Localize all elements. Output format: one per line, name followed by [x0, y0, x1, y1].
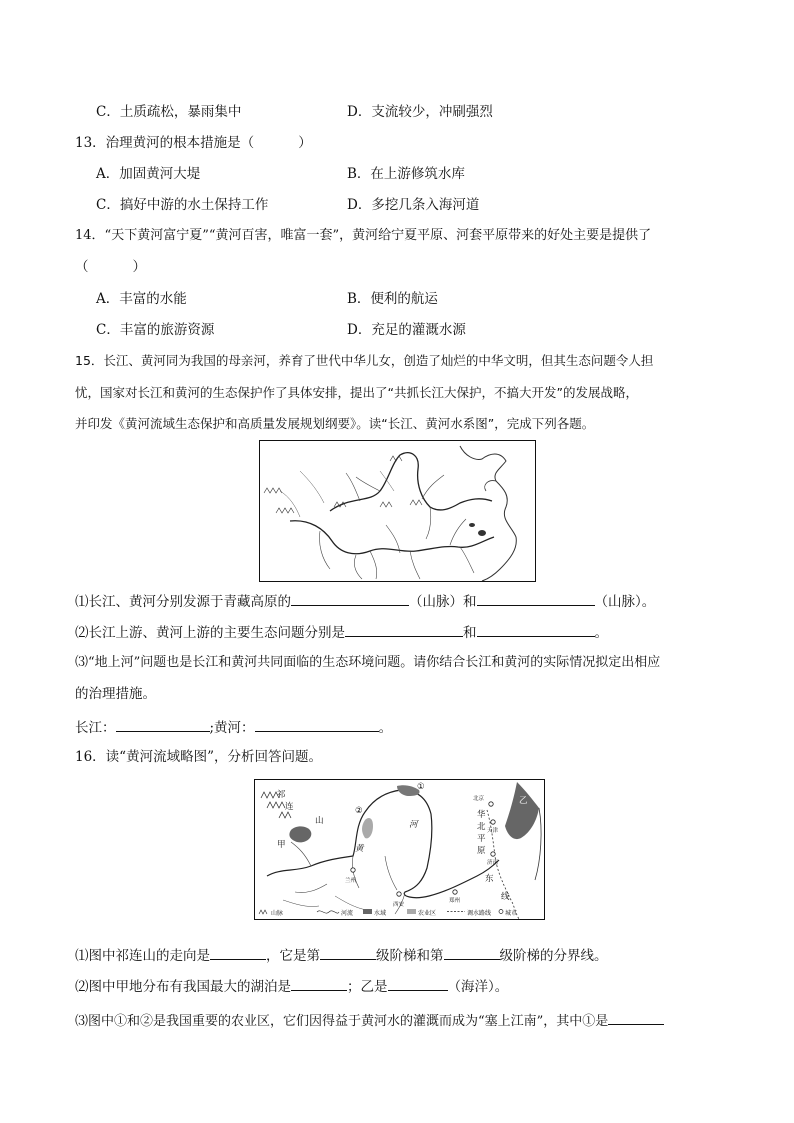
map-label-xian: 西安 [393, 902, 405, 908]
q16-sub2-text-a: ⑵图中甲地分布有我国最大的湖泊是 [75, 979, 291, 995]
map-label-dong: 东 [485, 874, 494, 884]
q15-sub2-blank-1[interactable] [345, 621, 463, 637]
q15-sub3-line1: ⑶“地上河”问题也是长江和黄河共同面临的生态环境问题。请你结合长江和黄河的实际情况拟定出相应 [75, 655, 661, 670]
q16-sub1-text-d: 级阶梯的分界线。 [499, 948, 608, 964]
q14-option-c: C．丰富的旅游资源 [96, 322, 215, 338]
map-label-zhengzhou: 郑州 [449, 898, 461, 904]
legend-diversion: 调水路线 [467, 910, 492, 917]
q16-sub2-text-b: ；乙是 [347, 979, 388, 995]
q13-option-d: D．多挖几条入海河道 [347, 197, 480, 213]
q15-sub2 [75, 621, 608, 643]
q15-stem-line2: 忧，国家对长江和黄河的生态保护作了具体安排，提出了“共抓长江大保护，不搞大开发”的发展战略， [75, 385, 638, 400]
q14-paren-line [75, 257, 146, 277]
q12-option-c: C．土质疏松，暴雨集中 [96, 104, 242, 120]
q13-option-a: A．加固黄河大堤 [96, 166, 201, 182]
q15-sub2-text-c: 。 [594, 625, 608, 641]
q15-sub1-text-a: ⑴长江、黄河分别发源于青藏高原的 [75, 594, 291, 610]
map-label-qi: 祁 [277, 790, 286, 800]
map-label-bei: 北 [477, 822, 486, 832]
map-label-circle2: ② [355, 806, 363, 816]
map-label-lanzhou: 兰州 [345, 878, 357, 884]
q16-sub2-text-c: （海洋）。 [447, 979, 509, 995]
map-label-huang: 黄 [355, 844, 364, 854]
q13-option-c: C．搞好中游的水土保持工作 [96, 197, 269, 213]
q15-sub3-yangtze-label: 长江： [75, 720, 116, 736]
q13-stem-close: ） [298, 135, 312, 151]
map-label-beijing: 北京 [473, 796, 485, 802]
q13-option-b: B．在上游修筑水库 [347, 166, 465, 182]
q14-paren-open: （ [75, 259, 89, 275]
q15-stem-line1: 15．长江、黄河同为我国的母亲河，养育了世代中华儿女，创造了灿烂的中华文明，但其生态问题令人担 [75, 353, 654, 368]
map-label-he: 河 [409, 820, 418, 830]
q15-sub3-line2: 的治理措施。 [75, 686, 156, 702]
map-label-shan: 山 [315, 816, 324, 826]
q15-sub1 [75, 590, 655, 612]
q16-sub2-blank-2[interactable] [388, 975, 448, 991]
map-label-xian-route: 线 [501, 892, 510, 902]
map-label-jinan: 济南 [487, 860, 499, 866]
q15-sub2-text-a: ⑵长江上游、黄河上游的主要生态问题分别是 [75, 625, 345, 641]
q16-sub2-blank-1[interactable] [291, 975, 347, 991]
legend-reservoir: 水域 [374, 910, 387, 917]
q15-sub1-blank-1[interactable] [291, 590, 409, 606]
q14-option-b: B．便利的航运 [347, 291, 438, 307]
map-label-yi: 乙 [519, 796, 528, 806]
map-label-yuan: 原 [477, 846, 486, 856]
q16-sub1-blank-1[interactable] [210, 944, 266, 960]
q13-stem-text: 13．治理黄河的根本措施是（ [75, 135, 255, 151]
q15-river-system-map [259, 440, 536, 582]
q16-sub1-text-c: 级阶梯和第 [376, 948, 444, 964]
q16-yellow-river-basin-map [254, 779, 545, 920]
q16-sub3-text: ⑶图中①和②是我国重要的农业区，它们因得益于黄河水的灌溉而成为“塞上江南”，其中①是 [75, 1014, 609, 1029]
q14-stem: 14．“天下黄河富宁夏”“黄河百害，唯富一套”，黄河给宁夏平原、河套平原带来的好处主要是提供了 [75, 228, 652, 243]
legend-farmland: 农业区 [418, 910, 437, 917]
legend-mountain: 山脉 [271, 910, 284, 917]
q15-sub1-text-c: （山脉）。 [594, 594, 656, 610]
q16-sub1-blank-2[interactable] [320, 944, 376, 960]
q16-sub1-text-a: ⑴图中祁连山的走向是 [75, 948, 210, 964]
map-label-circle1: ① [417, 782, 425, 792]
map-label-ping: 平 [477, 834, 486, 844]
q14-option-d: D．充足的灌溉水源 [347, 322, 466, 338]
q16-sub3-blank-1[interactable] [608, 1009, 664, 1025]
q16-stem: 16．读“黄河流域略图”，分析回答问题。 [75, 749, 322, 765]
q15-sub3-answer [75, 716, 392, 738]
q16-sub1 [75, 944, 608, 966]
q15-sub3-yellow-label: ;黄河： [209, 720, 255, 736]
map-label-tianjin: 天津 [487, 828, 499, 834]
q14-option-a: A．丰富的水能 [96, 291, 187, 307]
legend-city: 城市 [505, 910, 518, 917]
q16-sub2 [75, 975, 508, 997]
legend-river: 河流 [341, 910, 354, 917]
q15-sub1-blank-2[interactable] [477, 590, 595, 606]
q12-option-d: D．支流较少，冲刷强烈 [347, 104, 493, 120]
q15-sub2-blank-2[interactable] [477, 621, 595, 637]
map-label-lian: 连 [285, 802, 294, 812]
map-label-hua: 华 [477, 810, 486, 820]
q15-stem-line3: 并印发《黄河流域生态保护和高质量发展规划纲要》。读“长江、黄河水系图”，完成下列各题。 [75, 416, 595, 431]
q15-sub2-text-b: 和 [463, 625, 477, 641]
q14-paren-close: ） [132, 259, 146, 275]
q16-sub3 [75, 1009, 664, 1032]
q15-sub1-text-b: （山脉）和 [409, 594, 477, 610]
q15-sub3-end: 。 [378, 720, 393, 736]
q16-sub1-text-b: ，它是第 [266, 948, 320, 964]
q15-sub3-yellow-blank[interactable] [255, 716, 379, 732]
q13-stem [75, 133, 312, 153]
map-label-jia: 甲 [277, 840, 286, 850]
q15-sub3-yangtze-blank[interactable] [116, 716, 210, 732]
q15-map-svg [260, 441, 535, 581]
q16-sub1-blank-3[interactable] [444, 944, 500, 960]
